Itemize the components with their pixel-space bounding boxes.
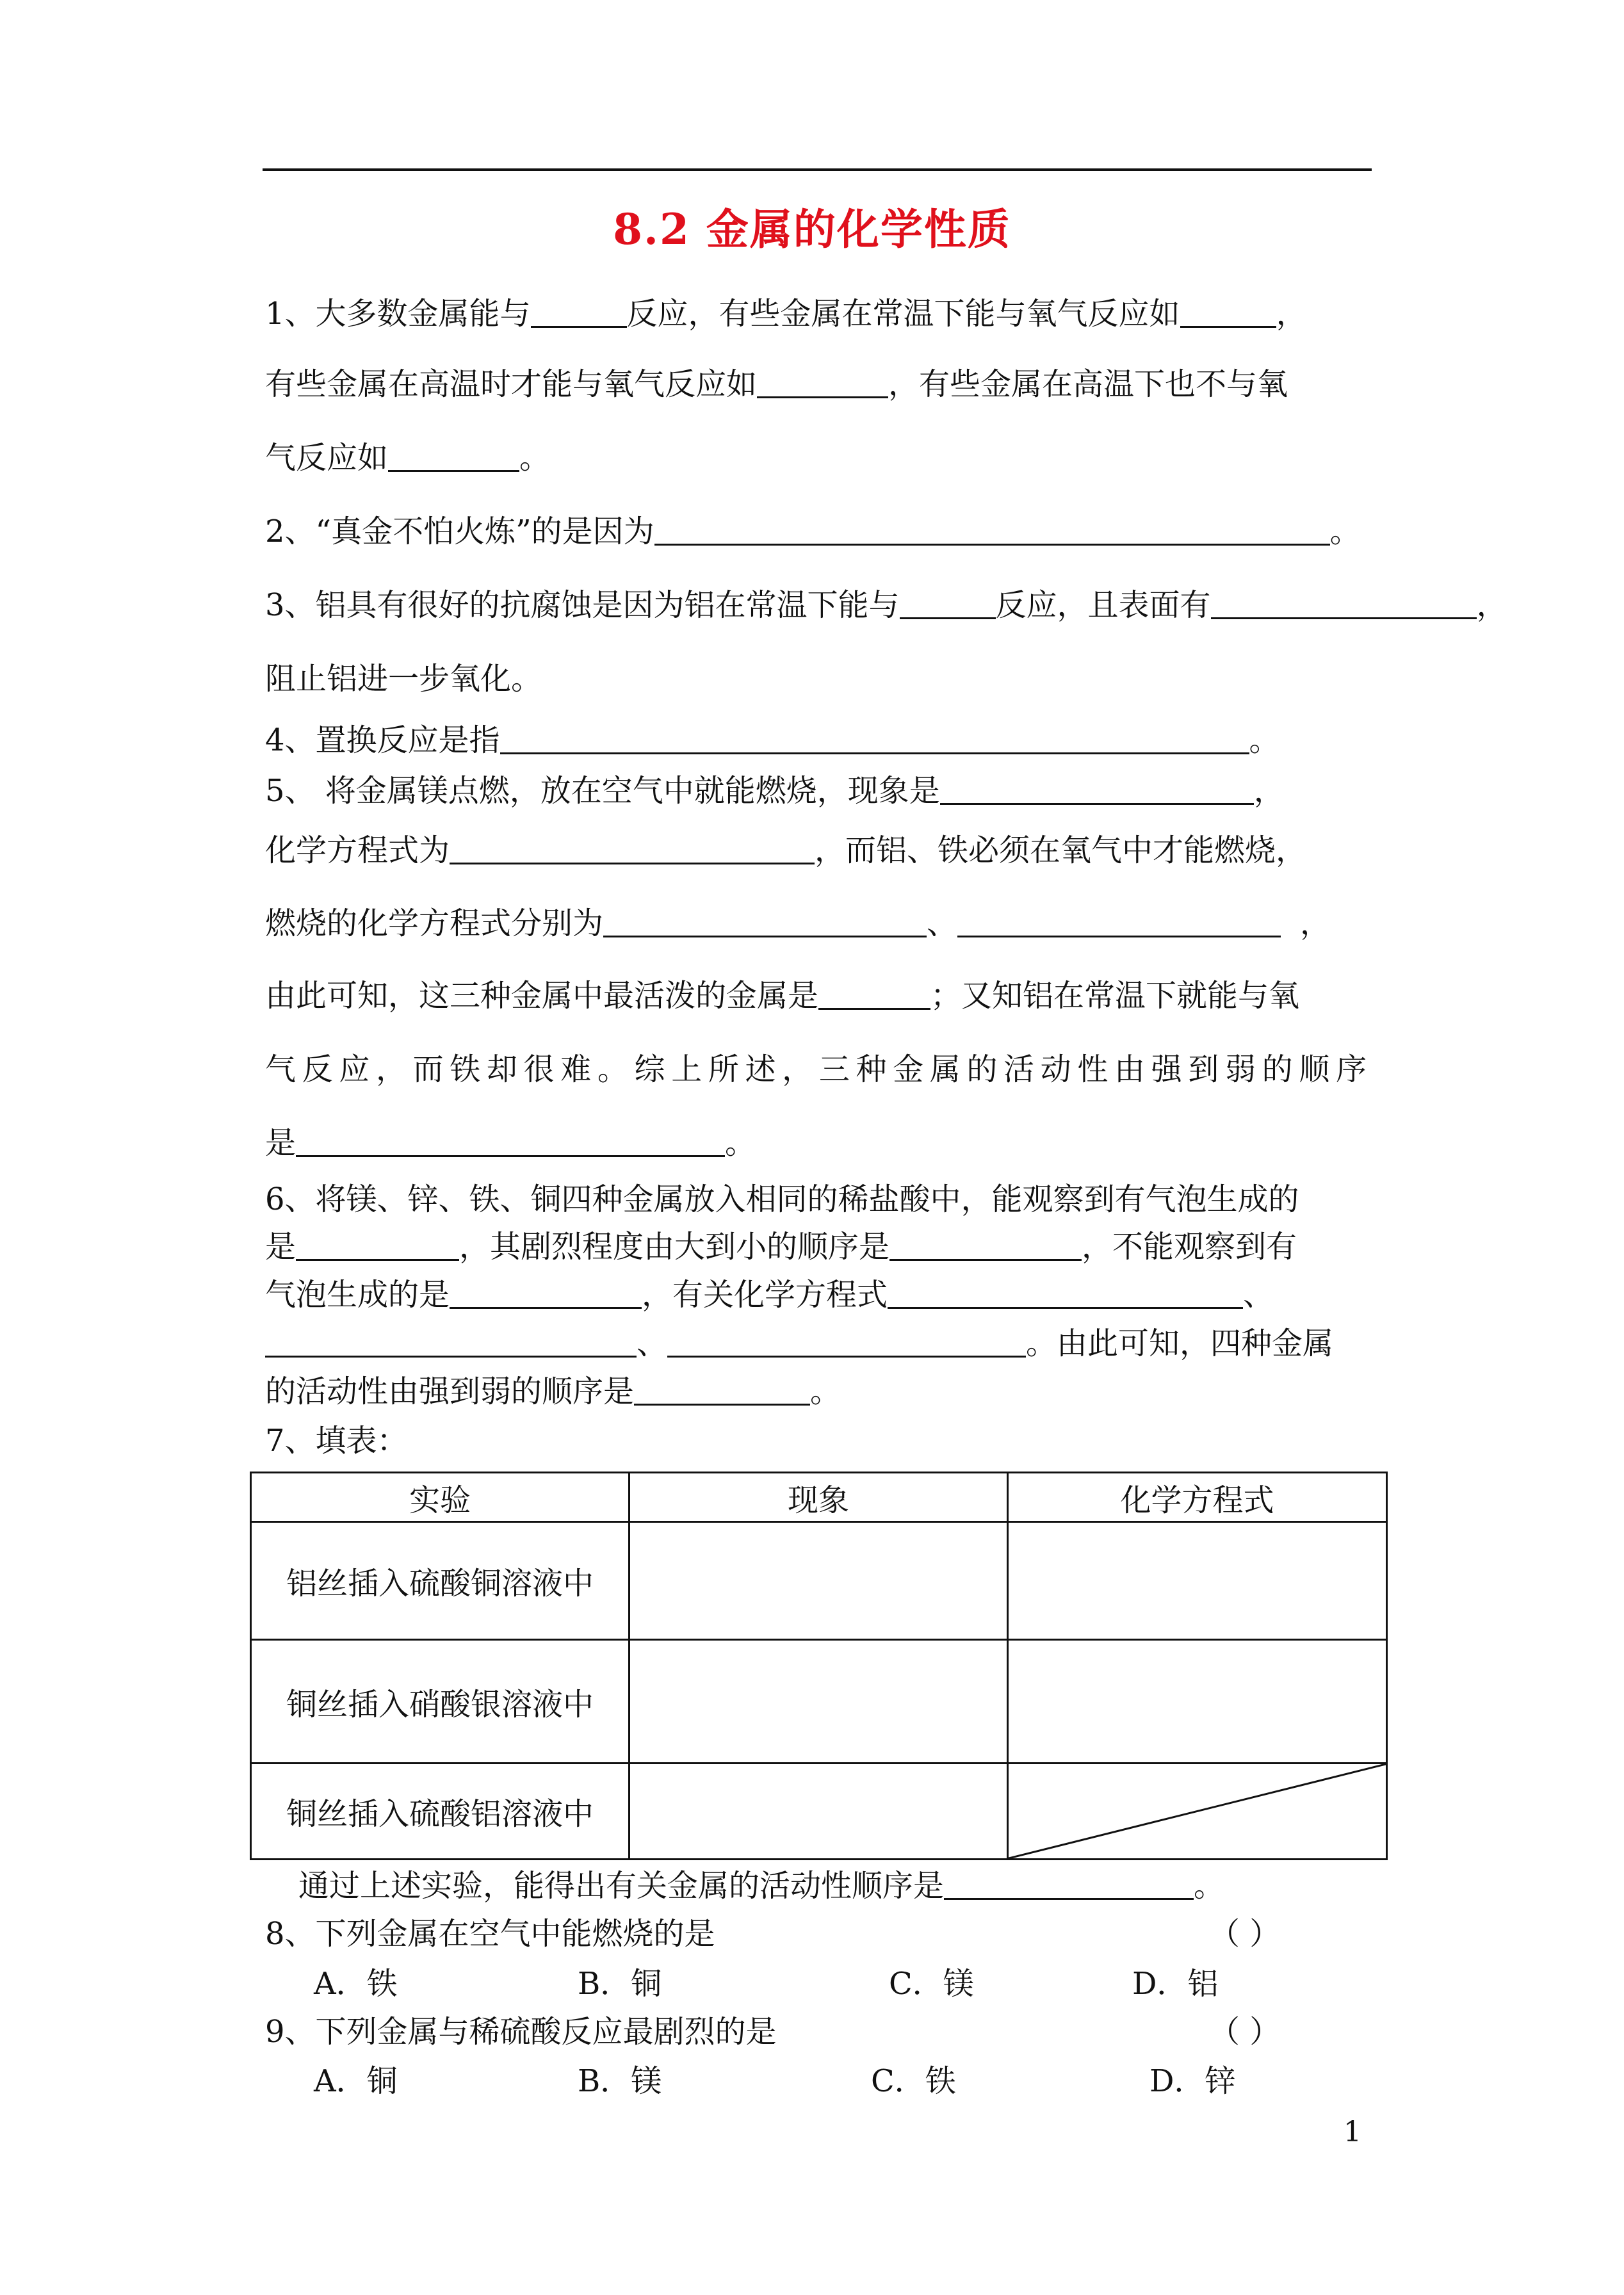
q6-text: 6、将镁、锌、铁、铜四种金属放入相同的稀盐酸中，能观察到有气泡生成的 [265,1181,1299,1217]
q1-line-3 [265,435,550,480]
q6-line-4 [265,1321,1333,1366]
answer-blank[interactable] [296,1231,459,1261]
q6-line-3 [265,1272,1274,1317]
q7-text: 。 [1194,1868,1225,1904]
q3-line-1 [265,583,1507,628]
q5-text: 、 [927,905,958,941]
q4-text: 4、置换反应是指 [265,722,500,758]
table-row [251,1522,1387,1640]
q9-option-b[interactable]: B．镁 [578,2063,662,2099]
q5-text: 由此可知，这三种金属中最活泼的金属是 [265,978,819,1014]
answer-blank[interactable] [296,1127,725,1157]
q3-text: 反应，且表面有 [995,587,1211,623]
answer-blank[interactable] [500,724,1249,754]
answer-blank[interactable] [654,515,1330,546]
q7-label: 7、填表： [265,1423,408,1459]
q1-text: ， [1276,296,1307,332]
answer-blank[interactable] [603,907,927,937]
experiment-cell: 铝丝插入硫酸铜溶液中 [251,1522,629,1640]
q8-answer-paren[interactable]: （ ） [1209,1916,1281,1952]
phenomenon-cell[interactable] [629,1764,1008,1860]
q6-text: 。 [810,1374,841,1409]
q1-text: 气反应如 [265,440,389,476]
q6-text: 、 [637,1326,668,1361]
answer-blank[interactable] [667,1327,1026,1358]
q6-text: ，有关化学方程式 [642,1277,888,1313]
answer-blank[interactable] [757,368,888,398]
answer-blank[interactable] [450,1279,642,1309]
answer-blank[interactable] [940,775,1254,805]
q2-text: 。 [1329,514,1361,549]
q5-text: 是 [265,1125,296,1161]
q5-line-4 [265,973,1299,1018]
header-phenomenon: 现象 [629,1473,1008,1522]
header-experiment: 实验 [251,1473,629,1522]
q8-stem: 8、下列金属在空气中能燃烧的是 [265,1916,715,1952]
q4-text: 。 [1249,722,1280,758]
q5-text: ， [1300,905,1331,941]
equation-cell[interactable] [1008,1522,1387,1640]
q5-line-2 [265,828,1306,873]
q8-option-c[interactable]: C．镁 [889,1966,974,2002]
q5-text: 化学方程式为 [265,832,450,868]
answer-blank[interactable] [1180,298,1276,328]
q5-line-3 [265,901,1331,946]
q3-text: 3、铝具有很好的抗腐蚀是因为铝在常温下能与 [265,587,900,623]
answer-blank[interactable] [531,298,627,328]
q6-text: 气泡生成的是 [265,1277,450,1313]
q6-text: ，不能观察到有 [1082,1229,1297,1265]
q5-text: ，而铝、铁必须在氧气中才能燃烧， [815,832,1307,868]
equation-cell-crossed [1008,1764,1387,1860]
q3-text: ， [1476,587,1507,623]
header-equation: 化学方程式 [1008,1473,1387,1522]
q5-text: 燃烧的化学方程式分别为 [265,905,604,941]
q6-text: 、 [1243,1277,1274,1313]
phenomenon-cell[interactable] [629,1640,1008,1764]
q9-answer-paren[interactable]: （ ） [1209,2014,1281,2050]
q1-text: 。 [519,440,551,476]
page-title: 8.2 金属的化学性质 [613,204,1011,254]
q1-text: 1、大多数金属能与 [265,296,531,332]
q5-text: ， [1253,773,1285,809]
q6-text: 的活动性由强到弱的顺序是 [265,1374,635,1409]
q1-text: ，有些金属在高温下也不与氧 [888,366,1288,402]
q1-text: 有些金属在高温时才能与氧气反应如 [265,366,758,402]
q5-line-6 [265,1121,756,1165]
q5-text: ；又知铝在常温下就能与氧 [930,978,1300,1014]
answer-blank[interactable] [889,1231,1082,1261]
experiment-table [250,1472,1388,1860]
q9-option-d[interactable]: D．锌 [1149,2063,1236,2099]
phenomenon-cell[interactable] [629,1522,1008,1640]
table-row [251,1764,1387,1860]
q1-line-1 [265,291,1307,336]
answer-blank[interactable] [450,834,815,864]
answer-blank[interactable] [818,980,930,1010]
answer-blank[interactable] [634,1375,810,1406]
q2-text: 2、“真金不怕火炼”的是因为 [265,514,654,549]
q8-option-a[interactable]: A．铁 [314,1966,398,2002]
q6-line-2 [265,1224,1297,1269]
q6-line-5 [265,1369,841,1414]
answer-blank[interactable] [265,1327,637,1358]
q6-text: 。由此可知，四种金属 [1026,1326,1334,1361]
header-rule [263,168,1372,171]
equation-cell[interactable] [1008,1640,1387,1764]
experiment-cell: 铜丝插入硝酸银溶液中 [251,1640,629,1764]
q7-text: 通过上述实验，能得出有关金属的活动性顺序是 [298,1868,945,1904]
diagonal-strike-line [1009,1764,1386,1858]
q9-stem: 9、下列金属与稀硫酸反应最剧烈的是 [265,2014,777,2050]
q8-option-b[interactable]: B．铜 [578,1966,662,2002]
q1-line-2 [265,362,1288,407]
q5-line-1 [265,768,1285,813]
q5-text: 5、 将金属镁点燃，放在空气中就能燃烧，现象是 [265,773,940,809]
q1-text: 反应，有些金属在常温下能与氧气反应如 [626,296,1180,332]
q2-line [265,509,1361,554]
answer-blank[interactable] [1211,589,1477,619]
experiment-cell: 铜丝插入硫酸铝溶液中 [251,1764,629,1860]
q6-text: 是 [265,1229,296,1265]
q9-option-c[interactable]: C．铁 [871,2063,956,2099]
table-header-row [251,1473,1387,1522]
q9-option-a[interactable]: A．铜 [314,2063,398,2099]
answer-blank[interactable] [957,907,1281,937]
answer-blank[interactable] [888,1279,1243,1309]
q5-text: 。 [725,1125,756,1161]
table-row [251,1640,1387,1764]
q8-option-d[interactable]: D．铝 [1132,1966,1219,2002]
q6-line-1 [265,1177,1299,1222]
q7-conclusion [298,1863,1224,1908]
answer-blank[interactable] [944,1870,1194,1900]
answer-blank[interactable] [388,442,519,472]
page-number: 1 [1344,2116,1361,2148]
q3-line-2: 阻止铝进一步氧化。 [265,661,542,697]
q5-line-5 [265,1047,1367,1092]
q4-line [265,718,1280,763]
q5-text: 气反应，而铁却很难。综上所述，三种金属的活动性由强到弱的顺序 [265,1051,1367,1087]
answer-blank[interactable] [900,589,996,619]
q6-text: ，其剧烈程度由大到小的顺序是 [459,1229,890,1265]
